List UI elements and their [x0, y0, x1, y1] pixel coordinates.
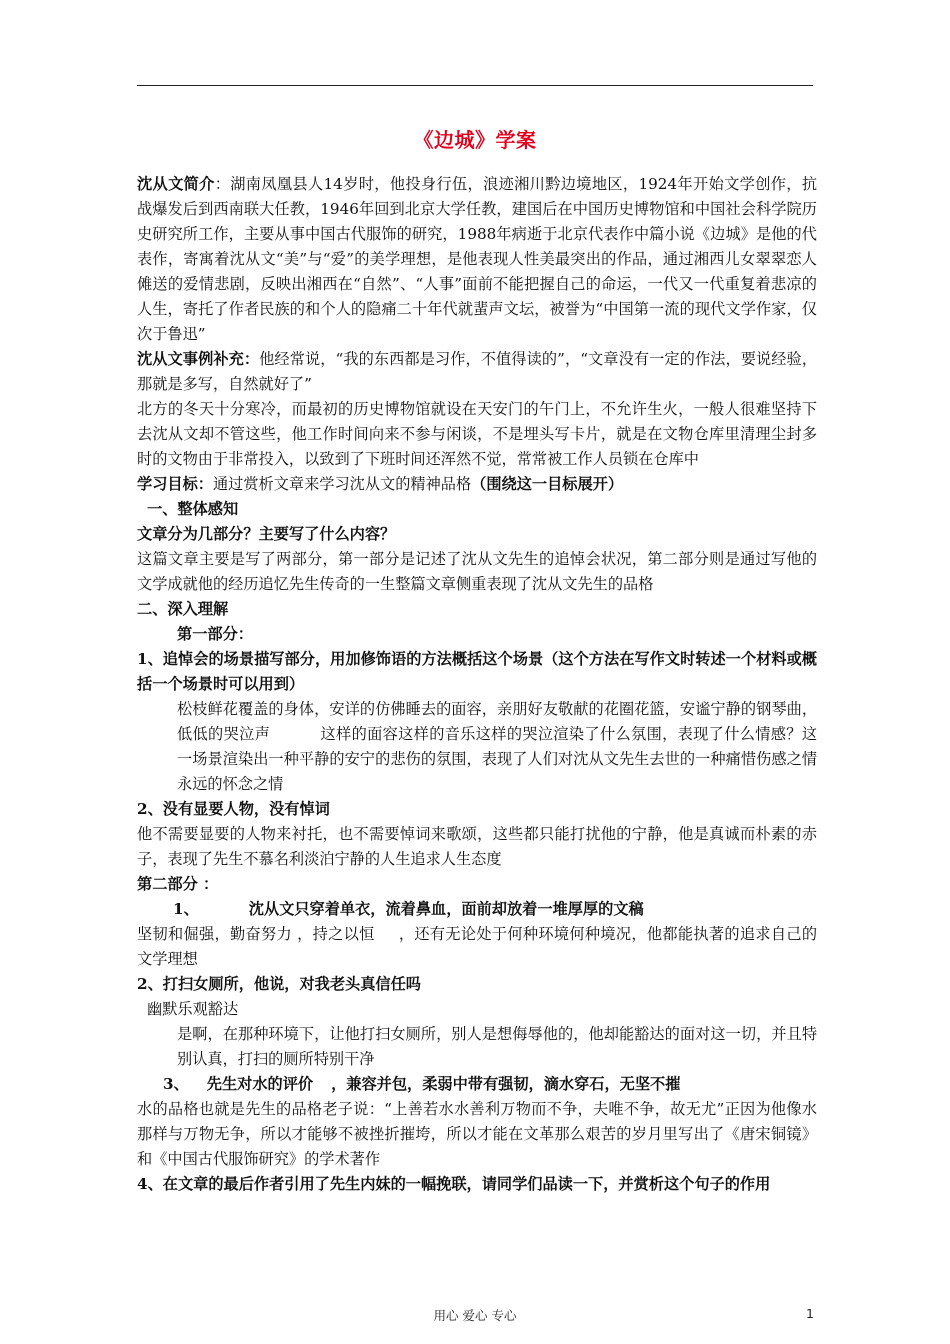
anecdote-text: 他经常说，“我的东西都是习作，不值得读的”，“文章没有一定的作法，要说经验，那就是多写，自然就好了” [137, 350, 818, 393]
goal-label: 学习目标： [137, 475, 213, 493]
document-title: 《边城》学案 [413, 128, 537, 152]
goal-note: （围绕这一目标展开） [471, 475, 623, 493]
question-water [137, 1072, 817, 1097]
intro-text: ：湖南凤凰县人14岁时，他投身行伍，浪迹湘川黔边境地区，1924年开始文学创作，抗战爆发后到西南联大任教，1946年回到北京大学任教，建国后在中国历史博物馆和中国社会科学院历史研究所工作，主要从事中国古代服饰的研究，1988年病逝于北京代表作中篇小说《边城》是他的代表作，寄寓着沈从文“美”与“爱”的美学理想，是他表现人性美最突出的作品，通过湘西儿女翠翠恋人傩送的爱情悲剧，反映出湘西在“自然”、“人事”面前不能把握自己的命运，一代又一代重复着悲凉的人生，寄托了作者民族的和个人的隐痛二十年代就蜚声文坛，被誉为“中国第一流的现代文学作家，仅次于鲁迅” [137, 175, 818, 343]
question-text: 沈从文只穿着单衣，流着鼻血，面前却放着一堆厚厚的文稿 [248, 900, 644, 918]
page-number: 1 [806, 1306, 814, 1321]
museum-paragraph: 北方的冬天十分寒冷，而最初的历史博物馆就设在天安门的午门上，不允许生火，一般人很难坚持下去沈从文却不管这些，他工作时间向来不参与闲谈，不是埋头写卡片，就是在文物仓库里清理尘封多时的文物由于非常投入，以致到了下班时间还浑然不觉，常常被工作人员锁在仓库中 [137, 400, 817, 468]
question-text-continued: ，兼容并包，柔弱中带有强韧，滴水穿石，无坚不摧 [331, 1075, 681, 1093]
answer-part-a: 坚韧和倔强，勤奋努力 ，持之以恒 [137, 925, 375, 943]
answer-cleaning: 是啊，在那种环境下，让他打扫女厕所，别人是想侮辱他的，他却能豁达的面对这一切，并且特别认真，打扫的厕所特别干净 [177, 1025, 817, 1068]
answer-part-b: ，还有无论处于何种环境何种境况，他都能执著的追求自己的文学理想 [137, 925, 818, 968]
learning-goal [137, 472, 817, 497]
answer-water: 水的品格也就是先生的品格老子说：“上善若水水善利万物而不争，夫唯不争，故无尤”正因为他像水那样与万物无争，所以才能够不被挫折摧垮，所以才能在文革那么艰苦的岁月里写出了《唐宋铜镜》和《中国古代服饰研究》的学术著作 [137, 1100, 817, 1168]
answer-memorial-scene [137, 697, 817, 797]
answer-cleaning-trait: 幽默乐观豁达 [147, 1000, 239, 1018]
question-parts: 文章分为几部分？主要写了什么内容？ [137, 525, 396, 543]
question-couplet: 4、在文章的最后作者引用了先生内妹的一幅挽联，请同学们品读一下，并赏析这个句子的作用 [137, 1175, 771, 1193]
anecdote-paragraph [137, 347, 817, 397]
answer-no-dignitaries: 他不需要显要的人物来衬托，也不需要悼词来歌颂，这些都只能打扰他的宁静，他是真诚而朴素的赤子，表现了先生不慕名利淡泊宁静的人生追求人生态度 [137, 825, 817, 868]
part-one-heading: 第一部分： [177, 625, 253, 643]
question-number: 3、 [163, 1075, 189, 1093]
question-number: 1、 [173, 900, 199, 918]
part-two-heading: 第二部分 ： [137, 875, 219, 893]
page-footer: 用心 爱心 专心 [433, 1308, 517, 1323]
question-no-dignitaries: 2、没有显要人物，没有悼词 [137, 800, 330, 818]
scene-description: 松枝鲜花覆盖的身体，安详的仿佛睡去的面容，亲朋好友敬献的花圈花篮，安谧宁静的钢琴曲，低低的哭泣声 [177, 700, 817, 743]
document-body [137, 172, 817, 1197]
answer-parts: 这篇文章主要是写了两部分，第一部分是记述了沈从文先生的追悼会状况，第二部分则是通过写他的文学成就他的经历追忆先生传奇的一生整篇文章侧重表现了沈从文先生的品格 [137, 550, 817, 593]
goal-text: 通过赏析文章来学习沈从文的精神品格 [212, 475, 472, 493]
header-rule [137, 85, 813, 86]
anecdote-label: 沈从文事例补充： [137, 350, 260, 368]
section-two-heading: 二、深入理解 [137, 600, 229, 618]
question-single-clothes [137, 897, 817, 922]
question-memorial-scene: 1、追悼会的场景描写部分，用加修饰语的方法概括这个场景（这个方法在写作文时转述一个材料或概括一个场景时可以用到） [137, 650, 817, 693]
intro-label: 沈从文简介 [137, 175, 215, 193]
question-cleaning: 2、打扫女厕所，他说，对我老头真信任吗 [137, 975, 421, 993]
question-text: 先生对水的评价 [206, 1075, 314, 1093]
intro-paragraph [137, 172, 817, 347]
answer-single-clothes [137, 922, 817, 972]
section-one-heading: 一、整体感知 [147, 500, 239, 518]
scene-analysis: 这样的面容这样的音乐这样的哭泣渲染了什么氛围，表现了什么情感？这一场景渲染出一种平静的安宁的悲伤的氛围，表现了人们对沈从文先生去世的一种痛惜伤感之情永远的怀念之情 [177, 725, 818, 793]
